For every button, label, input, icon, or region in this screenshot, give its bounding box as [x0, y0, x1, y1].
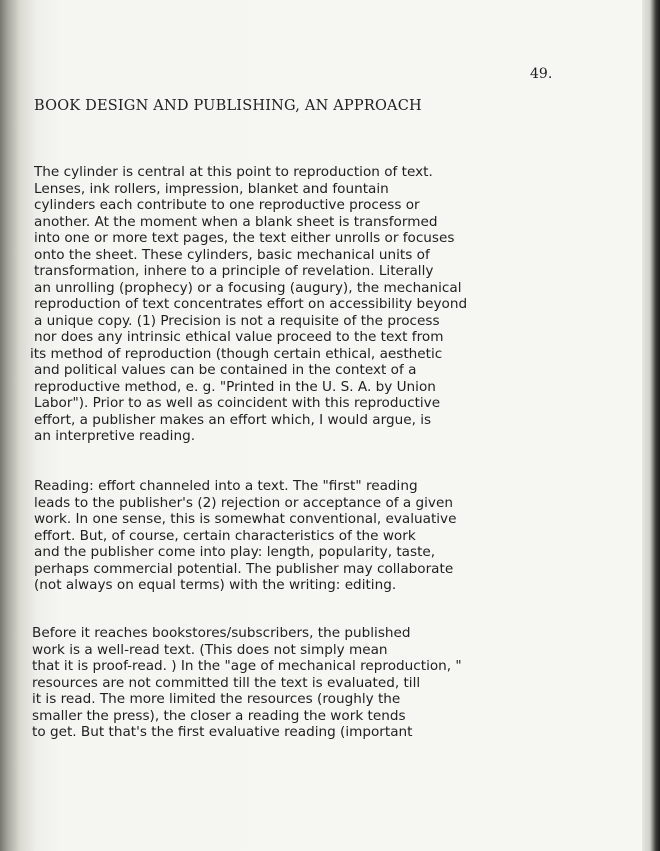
paragraph-2	[34, 478, 456, 594]
page-edge	[642, 0, 660, 851]
text-line: to get. But that's the first evaluative reading (important	[32, 724, 413, 740]
text-line: effort, a publisher makes an effort which, I would argue, is	[34, 411, 432, 428]
text-line: smaller the press), the closer a reading the work tends	[32, 707, 406, 724]
text-line: an interpretive reading.	[34, 428, 196, 444]
page-number: 49.	[530, 66, 553, 82]
text-line: work. In one sense, this is somewhat conventional, evaluative	[34, 511, 457, 527]
text-line: The cylinder is central at this point to reproduction of text.	[34, 164, 433, 180]
text-line: that it is proof-read. ) In the "age of mechanical reproduction, "	[32, 658, 462, 674]
paragraph-1	[30, 164, 468, 445]
text-line: a unique copy. (1) Precision is not a requisite of the process	[34, 312, 440, 329]
text-line: and the publisher come into play: length, popularity, taste,	[34, 544, 436, 560]
text-line: Lenses, ink rollers, impression, blanket and fountain	[34, 180, 389, 197]
text-line: and political values can be contained in the context of a	[34, 362, 417, 378]
text-line: reproductive method, e. g. "Printed in the U. S. A. by Union	[34, 378, 436, 395]
text-line: its method of reproduction (though certain ethical, aesthetic	[30, 345, 443, 362]
text-line: transformation, inhere to a principle of revelation. Literally	[34, 263, 434, 279]
text-line: leads to the publisher's (2) rejection or acceptance of a given	[34, 494, 453, 511]
text-line: into one or more text pages, the text either unrolls or focuses	[34, 230, 455, 246]
text-line: onto the sheet. These cylinders, basic mechanical units of	[34, 246, 430, 263]
text-line: (not always on equal terms) with the writing: editing.	[34, 577, 397, 593]
text-line: Labor"). Prior to as well as coincident with this reproductive	[34, 395, 441, 411]
text-line: reproduction of text concentrates effort on accessibility beyond	[34, 296, 468, 312]
text-line: another. At the moment when a blank sheet is transformed	[34, 213, 438, 230]
text-line: perhaps commercial potential. The publisher may collaborate	[34, 560, 454, 577]
text-line: it is read. The more limited the resources (roughly the	[32, 691, 401, 707]
text-line: resources are not committed till the text is evaluated, till	[32, 674, 421, 691]
text-line: Before it reaches bookstores/subscribers, the published	[32, 625, 411, 641]
text-line: Reading: effort channeled into a text. The "first" reading	[34, 478, 418, 494]
text-line: an unrolling (prophecy) or a focusing (augury), the mechanical	[34, 279, 462, 296]
text-line: effort. But, of course, certain characteristics of the work	[34, 527, 416, 544]
text-line: nor does any intrinsic ethical value proceed to the text from	[34, 329, 444, 345]
text-line: work is a well-read text. (This does not simply mean	[32, 641, 388, 658]
page-title: BOOK DESIGN AND PUBLISHING, AN APPROACH	[34, 98, 422, 114]
text-line: cylinders each contribute to one reproductive process or	[34, 197, 420, 213]
paragraph-3	[32, 625, 462, 741]
